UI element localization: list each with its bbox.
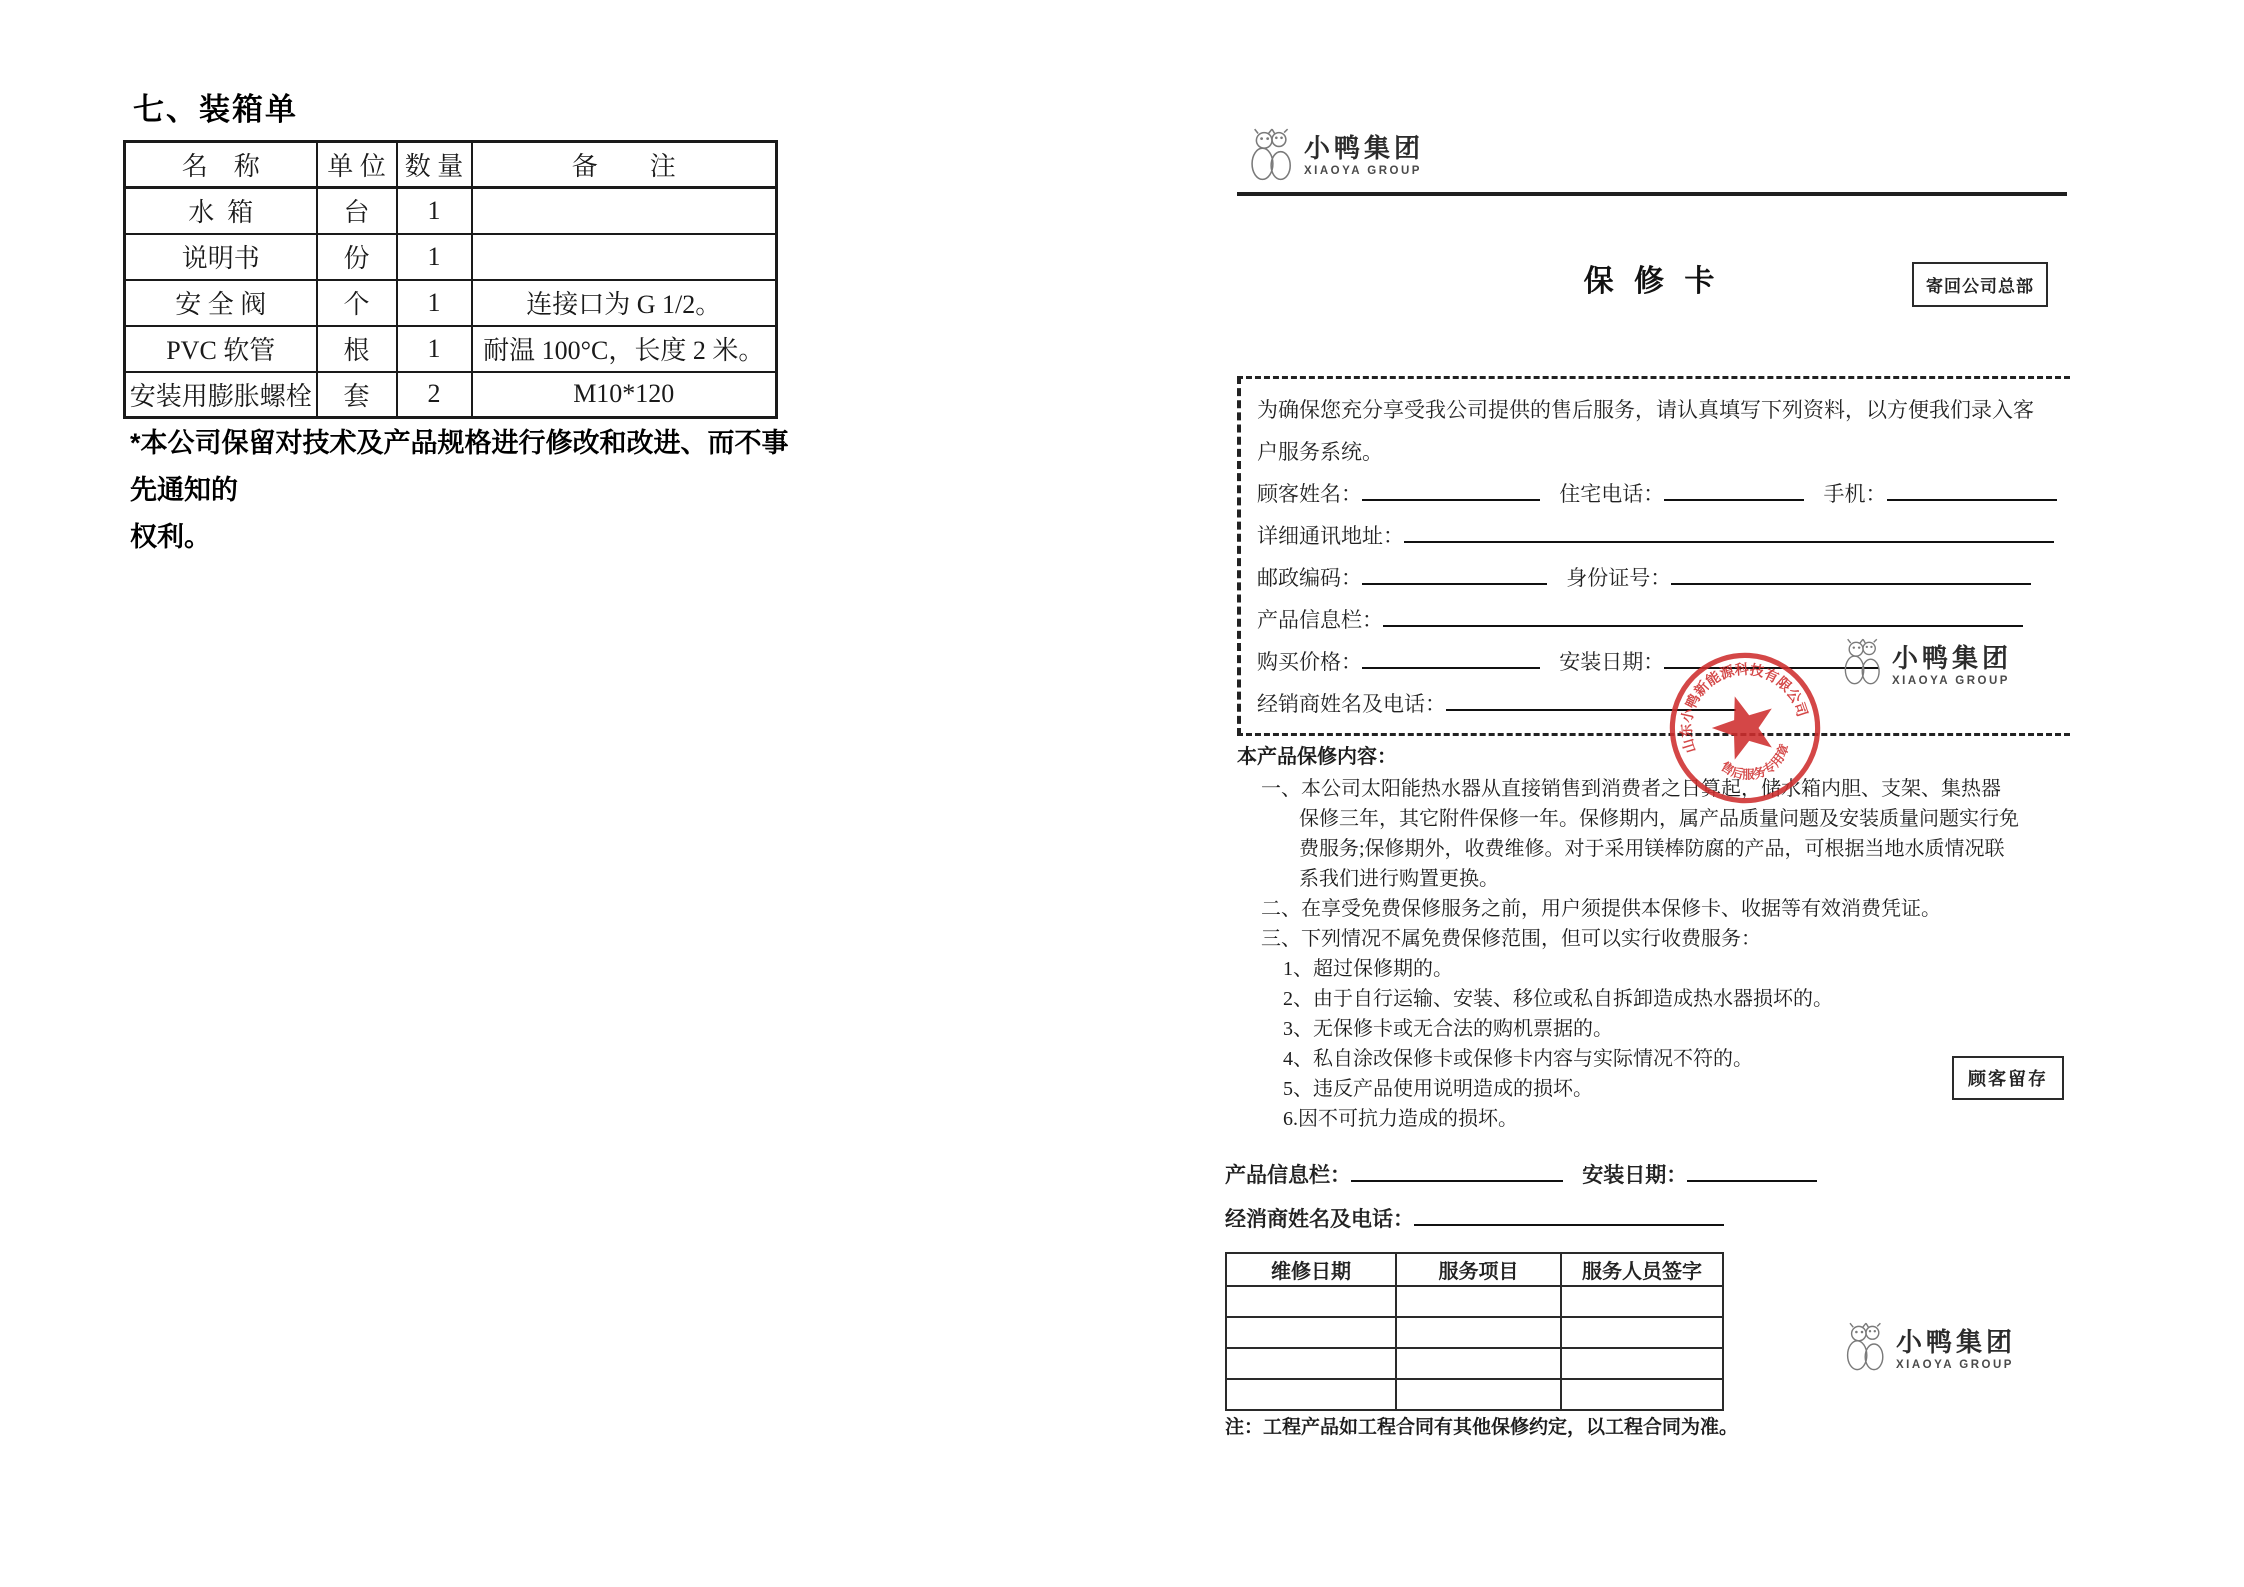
form-row-product-info	[1257, 605, 2062, 635]
brand-name-cn: 小鸭集团	[1896, 1327, 2017, 1357]
cell-qty: 1	[397, 280, 472, 326]
address-blank	[1404, 522, 2054, 543]
dealer-label: 经销商姓名及电话：	[1257, 692, 1446, 716]
col-header-unit: 单 位	[317, 142, 397, 188]
cell-qty: 1	[397, 234, 472, 280]
table-row	[125, 234, 777, 280]
col-header-staff-signature: 服务人员签字	[1561, 1253, 1723, 1286]
brand-logo-bottom	[1842, 1320, 2016, 1376]
customer-name-label: 顾客姓名：	[1257, 482, 1362, 506]
customer-keep-badge: 顾客留存	[1952, 1056, 2064, 1100]
terms-line: 三、下列情况不属免费保修范围，但可以实行收费服务：	[1261, 928, 1761, 950]
terms-line: 系我们进行购置更换。	[1299, 868, 1499, 890]
brand-name-en: XIAOYA GROUP	[1892, 675, 2010, 687]
terms-line: 一、本公司太阳能热水器从直接销售到消费者之日算起，储水箱内胆、支架、集热器	[1261, 778, 2001, 800]
id-number-blank	[1671, 564, 2031, 585]
cell-remark	[472, 234, 777, 280]
cell-unit: 份	[317, 234, 397, 280]
packing-disclaimer	[130, 420, 790, 561]
empty-cell	[1226, 1317, 1396, 1348]
warranty-card-title: 保 修 卡	[1583, 265, 1721, 298]
purchase-price-label: 购买价格：	[1257, 650, 1362, 674]
disclaimer-line-1: *本公司保留对技术及产品规格进行修改和改进、而不事先通知的	[130, 428, 789, 505]
terms-line: 1、超过保修期的。	[1283, 958, 1453, 980]
empty-cell	[1396, 1379, 1561, 1410]
terms-line: 3、无保修卡或无合法的购机票据的。	[1283, 1018, 1613, 1040]
cell-name: PVC 软管	[125, 326, 317, 372]
col-header-remark: 备 注	[472, 142, 777, 188]
stub-row-dealer	[1225, 1204, 2070, 1234]
cell-unit: 个	[317, 280, 397, 326]
form-intro-line-2: 户服务系统。	[1257, 440, 1383, 464]
col-header-qty: 数 量	[397, 142, 472, 188]
terms-line: 6.因不可抗力造成的损坏。	[1283, 1108, 1518, 1130]
cell-unit: 台	[317, 188, 397, 234]
stamp-bottom-text: 售后服务专用章	[1718, 742, 1792, 782]
duck-mascot-icon	[1842, 1320, 1890, 1376]
terms-line: 二、在享受免费保修服务之前，用户须提供本保修卡、收据等有效消费凭证。	[1261, 898, 1941, 920]
cell-remark: 耐温 100°C，长度 2 米。	[472, 326, 777, 372]
table-row	[1226, 1348, 1723, 1379]
card-top-rule	[1237, 192, 2067, 196]
col-header-name: 名 称	[125, 142, 317, 188]
cell-remark	[472, 188, 777, 234]
stamp-ring-text: 山东小鸭新能源科技有限公司	[1677, 660, 1811, 755]
mobile-blank	[1887, 480, 2057, 501]
cell-unit: 套	[317, 372, 397, 418]
cell-remark: M10*120	[472, 372, 777, 418]
after-sales-service-stamp	[1662, 644, 1828, 812]
brand-name-cn: 小鸭集团	[1892, 643, 2013, 673]
terms-line: 保修三年，其它附件保修一年。保修期内，属产品质量问题及安装质量问题实行免	[1299, 808, 2019, 830]
empty-cell	[1226, 1379, 1396, 1410]
cell-name: 安装用膨胀螺栓	[125, 372, 317, 418]
empty-cell	[1226, 1348, 1396, 1379]
cell-unit: 根	[317, 326, 397, 372]
stub-fields	[1225, 1160, 2070, 1248]
form-row-address	[1257, 521, 2062, 551]
home-phone-label: 住宅电话：	[1559, 482, 1665, 506]
disclaimer-line-2: 权利。	[130, 522, 211, 552]
table-row	[125, 372, 777, 418]
table-row	[125, 280, 777, 326]
table-header-row	[125, 142, 777, 188]
stub-install-date-label: 安装日期：	[1582, 1163, 1688, 1187]
empty-cell	[1561, 1379, 1723, 1410]
terms-line: 费服务;保修期外，收费维修。对于采用镁棒防腐的产品，可根据当地水质情况联	[1299, 838, 2005, 860]
form-row-customer	[1257, 479, 2062, 509]
stub-install-date-blank	[1687, 1161, 1817, 1182]
cell-qty: 1	[397, 188, 472, 234]
engineering-footnote: 注：工程产品如工程合同有其他保修约定，以工程合同为准。	[1225, 1417, 1739, 1438]
postcode-blank	[1362, 564, 1547, 585]
empty-cell	[1561, 1286, 1723, 1317]
duck-mascot-icon	[1246, 126, 1298, 186]
form-row-postcode-id	[1257, 563, 2062, 593]
home-phone-blank	[1664, 480, 1804, 501]
address-label: 详细通讯地址：	[1257, 524, 1404, 548]
brand-name-en: XIAOYA GROUP	[1304, 165, 1422, 177]
stub-dealer-label: 经消商姓名及电话：	[1225, 1207, 1414, 1231]
col-header-service-item: 服务项目	[1396, 1253, 1561, 1286]
cell-name: 安 全 阀	[125, 280, 317, 326]
empty-cell	[1561, 1348, 1723, 1379]
empty-cell	[1226, 1286, 1396, 1317]
duck-mascot-icon	[1840, 636, 1886, 690]
packing-list-table	[123, 140, 778, 419]
product-info-label: 产品信息栏：	[1257, 608, 1383, 632]
terms-line: 2、由于自行运输、安装、移位或私自拆卸造成热水器损坏的。	[1283, 988, 1833, 1010]
service-record-table	[1225, 1252, 1724, 1411]
cell-qty: 2	[397, 372, 472, 418]
packing-list-heading: 七、装箱单	[133, 92, 298, 127]
cell-name: 水 箱	[125, 188, 317, 234]
col-header-repair-date: 维修日期	[1226, 1253, 1396, 1286]
table-header-row	[1226, 1253, 1723, 1286]
stub-dealer-blank	[1414, 1205, 1724, 1226]
svg-text:售后服务专用章	[1715, 738, 1799, 792]
stub-product-info-blank	[1351, 1161, 1563, 1182]
terms-line: 5、违反产品使用说明造成的损坏。	[1283, 1078, 1593, 1100]
form-row-dealer	[1257, 689, 2062, 719]
table-row	[125, 188, 777, 234]
brand-logo-top	[1246, 126, 1424, 186]
empty-cell	[1396, 1286, 1561, 1317]
table-row	[125, 326, 777, 372]
product-info-blank	[1383, 606, 2023, 627]
form-intro-line-1: 为确保您充分享受我公司提供的售后服务，请认真填写下列资料，以方便我们录入客	[1257, 398, 2034, 422]
warranty-terms	[1237, 742, 2077, 1134]
empty-cell	[1561, 1317, 1723, 1348]
stub-product-info-label: 产品信息栏：	[1225, 1163, 1351, 1187]
table-row	[1226, 1317, 1723, 1348]
empty-cell	[1396, 1348, 1561, 1379]
brand-name-en: XIAOYA GROUP	[1896, 1359, 2014, 1371]
stub-row-product-info	[1225, 1160, 2070, 1190]
brand-logo-middle	[1840, 636, 2012, 690]
cell-remark: 连接口为 G 1/2。	[472, 280, 777, 326]
install-date-label: 安装日期：	[1559, 650, 1665, 674]
id-number-label: 身份证号：	[1566, 566, 1672, 590]
mobile-label: 手机：	[1823, 482, 1887, 506]
cell-qty: 1	[397, 326, 472, 372]
terms-heading: 本产品保修内容：	[1237, 746, 1397, 768]
table-row	[1226, 1379, 1723, 1410]
postcode-label: 邮政编码：	[1257, 566, 1362, 590]
customer-name-blank	[1362, 480, 1540, 501]
brand-name-cn: 小鸭集团	[1304, 133, 1425, 163]
cell-name: 说明书	[125, 234, 317, 280]
empty-cell	[1396, 1317, 1561, 1348]
mail-back-badge: 寄回公司总部	[1912, 262, 2048, 307]
terms-line: 4、私自涂改保修卡或保修卡内容与实际情况不符的。	[1283, 1048, 1753, 1070]
table-row	[1226, 1286, 1723, 1317]
purchase-price-blank	[1362, 648, 1540, 669]
